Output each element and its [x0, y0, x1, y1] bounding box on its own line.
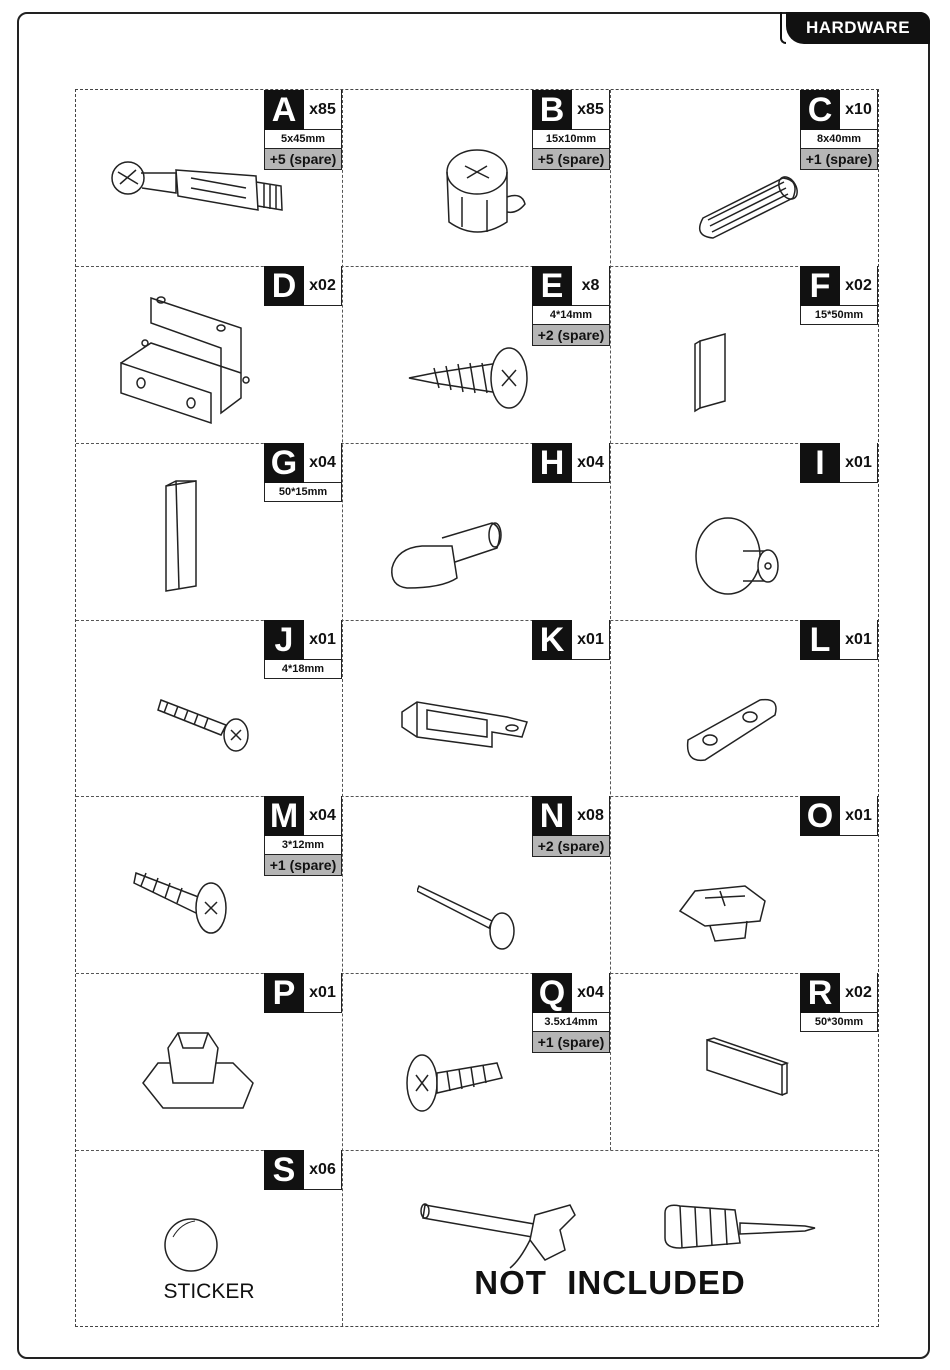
- part-letter: G: [264, 443, 304, 483]
- screwdriver-icon: [660, 1198, 820, 1263]
- wood-screw-icon: [404, 338, 544, 423]
- part-letter: A: [264, 90, 304, 130]
- magnetic-catch-icon: [397, 682, 537, 767]
- part-label-header: [264, 620, 342, 660]
- part-letter: D: [264, 266, 304, 306]
- part-letter: B: [532, 90, 572, 130]
- part-label: [532, 973, 610, 1053]
- part-label-header: [532, 443, 610, 483]
- machine-screw-icon: [156, 680, 266, 765]
- part-size: 50*15mm: [264, 483, 342, 502]
- part-letter: O: [800, 796, 840, 836]
- nail-icon: [417, 876, 527, 961]
- part-label-header: [532, 973, 610, 1013]
- part-quantity: x01: [840, 796, 878, 836]
- part-size: 15*50mm: [800, 306, 878, 325]
- part-spare: +2 (spare): [532, 836, 610, 857]
- part-size: 50*30mm: [800, 1013, 878, 1032]
- part-cell-d: [76, 266, 342, 442]
- part-label: [532, 620, 610, 660]
- part-quantity: x01: [840, 620, 878, 660]
- part-cell-l: [610, 620, 878, 796]
- hammer-icon: [420, 1190, 590, 1275]
- part-size: 8x40mm: [800, 130, 878, 149]
- part-label-header: [532, 620, 610, 660]
- part-quantity: x04: [572, 443, 610, 483]
- part-cell-j: [76, 620, 342, 796]
- part-label-header: [264, 796, 342, 836]
- part-label-header: [532, 266, 610, 306]
- plate-strip-icon: [702, 1035, 792, 1120]
- part-label: [264, 973, 342, 1013]
- part-cell-e: [342, 266, 610, 442]
- part-quantity: x02: [304, 266, 342, 306]
- part-label: [800, 796, 878, 836]
- part-letter: H: [532, 443, 572, 483]
- part-letter: I: [800, 443, 840, 483]
- part-quantity: x01: [572, 620, 610, 660]
- part-cell-s: [76, 1150, 342, 1326]
- part-spare: +1 (spare): [264, 855, 342, 876]
- part-label-header: [532, 90, 610, 130]
- part-label: [264, 620, 342, 679]
- part-letter: L: [800, 620, 840, 660]
- part-label: [264, 266, 342, 306]
- part-size: 3*12mm: [264, 836, 342, 855]
- part-letter: S: [264, 1150, 304, 1190]
- knob-icon: [688, 511, 788, 616]
- part-label: [800, 266, 878, 325]
- part-cell-k: [342, 620, 610, 796]
- part-letter: M: [264, 796, 304, 836]
- part-letter: N: [532, 796, 572, 836]
- part-label-header: [264, 973, 342, 1013]
- sticker-label: STICKER: [163, 1280, 255, 1303]
- part-label: [800, 90, 878, 170]
- part-label: [264, 796, 342, 876]
- part-spare: +1 (spare): [800, 149, 878, 170]
- part-letter: Q: [532, 973, 572, 1013]
- pan-screw-icon: [402, 1033, 512, 1128]
- hardware-tab-label: HARDWARE: [805, 18, 911, 37]
- part-label: [532, 443, 610, 483]
- part-quantity: x02: [840, 266, 878, 306]
- part-cell-r: [610, 973, 878, 1149]
- part-letter: P: [264, 973, 304, 1013]
- part-label-header: [800, 266, 878, 306]
- part-label: [264, 1150, 342, 1190]
- part-cell-o: [610, 796, 878, 972]
- part-label-header: [264, 443, 342, 483]
- part-quantity: x02: [840, 973, 878, 1013]
- part-label-header: [800, 443, 878, 483]
- strip-icon: [690, 326, 740, 431]
- part-quantity: x08: [572, 796, 610, 836]
- part-quantity: x04: [304, 796, 342, 836]
- part-label-header: [264, 90, 342, 130]
- leveling-base-icon: [138, 1028, 258, 1143]
- part-label-header: [264, 266, 342, 306]
- part-label: [532, 90, 610, 170]
- part-size: 15x10mm: [532, 130, 610, 149]
- part-label: [800, 973, 878, 1032]
- part-letter: F: [800, 266, 840, 306]
- sticker-icon: [161, 1215, 221, 1280]
- part-cell-c: [610, 90, 878, 266]
- part-cell-i: [610, 443, 878, 619]
- part-spare: +2 (spare): [532, 325, 610, 346]
- part-quantity: x01: [840, 443, 878, 483]
- part-cell-a: [76, 90, 342, 266]
- part-quantity: x85: [572, 90, 610, 130]
- cam-lock-icon: [437, 142, 537, 257]
- part-cell-p: [76, 973, 342, 1149]
- part-label-header: [264, 1150, 342, 1190]
- part-letter: J: [264, 620, 304, 660]
- part-letter: R: [800, 973, 840, 1013]
- part-letter: E: [532, 266, 572, 306]
- part-size: 3.5x14mm: [532, 1013, 610, 1032]
- part-cell-b: [342, 90, 610, 266]
- part-quantity: x04: [572, 973, 610, 1013]
- part-letter: C: [800, 90, 840, 130]
- part-label-header: [532, 796, 610, 836]
- part-label-header: [800, 973, 878, 1013]
- part-label: [800, 443, 878, 483]
- part-quantity: x04: [304, 443, 342, 483]
- part-label: [800, 620, 878, 660]
- part-spare: +1 (spare): [532, 1032, 610, 1053]
- part-cell-h: [342, 443, 610, 619]
- part-size: 4*18mm: [264, 660, 342, 679]
- part-quantity: x06: [304, 1150, 342, 1190]
- not-included-label: NOT INCLUDED: [474, 1264, 746, 1301]
- part-label-header: [800, 796, 878, 836]
- strike-plate-icon: [680, 685, 790, 780]
- part-spare: +5 (spare): [532, 149, 610, 170]
- part-cell-g: [76, 443, 342, 619]
- part-cell-q: [342, 973, 610, 1149]
- small-screw-icon: [131, 858, 241, 943]
- shelf-pin-icon: [382, 508, 512, 613]
- leveling-foot-icon: [675, 876, 775, 961]
- part-quantity: x01: [304, 973, 342, 1013]
- part-label-header: [800, 90, 878, 130]
- part-size: 4*14mm: [532, 306, 610, 325]
- part-cell-m: [76, 796, 342, 972]
- part-quantity: x85: [304, 90, 342, 130]
- part-label: [532, 796, 610, 857]
- part-cell-n: [342, 796, 610, 972]
- part-quantity: x10: [840, 90, 878, 130]
- part-letter: K: [532, 620, 572, 660]
- part-label-header: [800, 620, 878, 660]
- cam-bolt-icon: [106, 148, 296, 243]
- hardware-tab: [786, 12, 930, 44]
- part-quantity: x01: [304, 620, 342, 660]
- wooden-dowel-icon: [688, 158, 808, 253]
- bracket-strip-icon: [151, 471, 211, 606]
- part-label: [532, 266, 610, 346]
- part-quantity: x8: [572, 266, 610, 306]
- part-spare: +5 (spare): [264, 149, 342, 170]
- part-size: 5x45mm: [264, 130, 342, 149]
- not-included-cell: [342, 1150, 878, 1326]
- hardware-grid: [75, 89, 879, 1327]
- part-label: [264, 443, 342, 502]
- hinge-icon: [101, 288, 261, 433]
- part-cell-f: [610, 266, 878, 442]
